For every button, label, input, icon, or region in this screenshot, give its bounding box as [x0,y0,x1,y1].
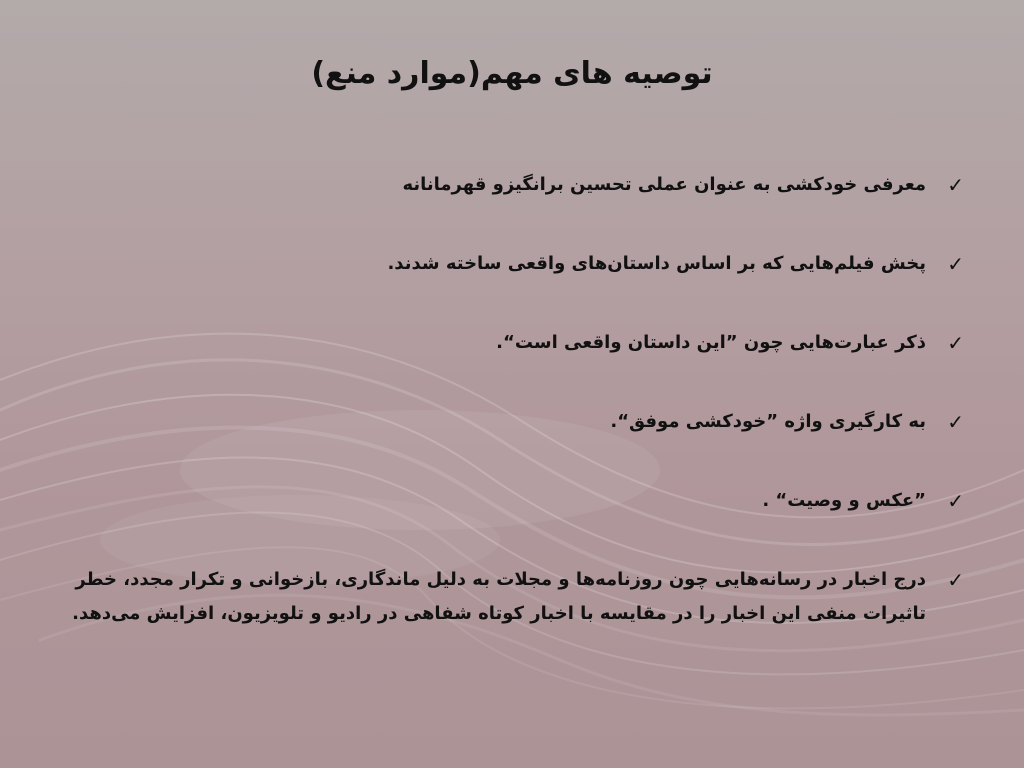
bullet-list [54,168,964,631]
bullet-text: درج اخبار در رسانه‌هایی چون روزنامه‌ها و مجلات به دلیل ماندگاری، بازخوانی و تکرار مجدد، خطر تاثیرات منفی این اخبار را در مقایسه با اخبار کوتاه شفاهی در رادیو و تلویزیون، افزایش می‌دهد. [72,569,926,624]
bullet-item [54,405,964,439]
bullet-text: ذکر عبارت‌هایی چون ”این داستان واقعی است“. [496,332,926,353]
bullet-text: به کارگیری واژه ”خودکشی موفق“. [610,411,926,432]
checkmark-icon: ✓ [947,252,964,276]
slide-title: توصیه های مهم(موارد منع) [311,56,713,91]
checkmark-icon: ✓ [947,489,964,513]
bullet-text: معرفی خودکشی به عنوان عملی تحسین برانگیزو قهرمانانه [402,174,926,195]
bullet-item [54,563,964,631]
checkmark-icon: ✓ [947,568,964,592]
bullet-text: ”عکس و وصیت“ . [762,490,926,511]
bullet-item [54,326,964,360]
bullet-item [54,247,964,281]
checkmark-icon: ✓ [947,173,964,197]
checkmark-icon: ✓ [947,410,964,434]
bullet-item [54,168,964,202]
bullet-item [54,484,964,518]
bullet-text: پخش فیلم‌هایی که بر اساس داستان‌های واقعی ساخته شدند. [387,253,926,274]
checkmark-icon: ✓ [947,331,964,355]
